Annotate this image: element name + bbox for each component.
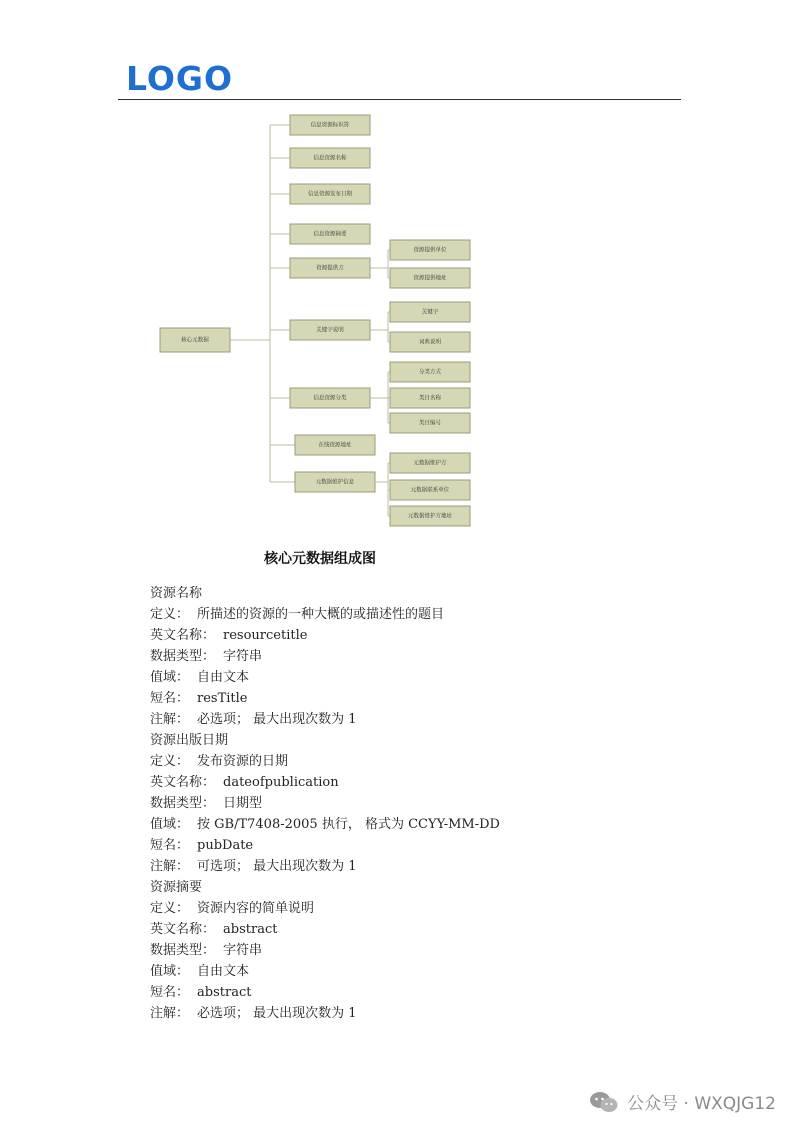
entry-field bbox=[150, 982, 710, 1003]
node-label: 元数据维护信息 bbox=[315, 479, 355, 486]
branch-node bbox=[290, 184, 370, 204]
branch-node bbox=[290, 148, 370, 168]
child-node bbox=[390, 268, 470, 288]
field-label: 定义： bbox=[150, 607, 190, 622]
field-label: 注解： bbox=[150, 712, 190, 727]
field-value: 按 GB/T7408-2005 执行， 格式为 CCYY-MM-DD bbox=[197, 817, 500, 832]
field-value: 必选项； 最大出现次数为 1 bbox=[197, 712, 357, 727]
child-node bbox=[390, 453, 470, 473]
entry-title: 资源出版日期 bbox=[150, 733, 229, 748]
field-value: 资源内容的简单说明 bbox=[197, 901, 315, 916]
entry-field bbox=[150, 856, 710, 877]
field-label: 英文名称： bbox=[150, 775, 216, 790]
branch-node bbox=[295, 435, 375, 455]
field-label: 数据类型： bbox=[150, 943, 216, 958]
logo: LOGO bbox=[126, 59, 234, 98]
node-label: 关键字 bbox=[421, 309, 439, 316]
child-node bbox=[390, 480, 470, 500]
field-value: 可选项； 最大出现次数为 1 bbox=[197, 859, 357, 874]
field-label: 定义： bbox=[150, 754, 190, 769]
entry-field bbox=[150, 772, 710, 793]
field-label: 注解： bbox=[150, 1006, 190, 1021]
entry-title: 资源名称 bbox=[150, 586, 203, 601]
branch-node bbox=[290, 388, 370, 408]
entry-field bbox=[150, 604, 710, 625]
node-label: 元数据联系单位 bbox=[410, 487, 450, 494]
field-value: 日期型 bbox=[223, 796, 263, 811]
branch-node bbox=[295, 472, 375, 492]
entry-field bbox=[150, 646, 710, 667]
field-label: 注解： bbox=[150, 859, 190, 874]
node-label: 信息资源摘要 bbox=[313, 231, 347, 238]
entry-field bbox=[150, 814, 710, 835]
node-label: 关键字说明 bbox=[316, 327, 344, 334]
field-label: 值域： bbox=[150, 670, 190, 685]
field-label: 英文名称： bbox=[150, 922, 216, 937]
entry-field bbox=[150, 919, 710, 940]
field-value: 必选项； 最大出现次数为 1 bbox=[197, 1006, 357, 1021]
node-label: 信息资源名称 bbox=[313, 155, 347, 162]
entry-field bbox=[150, 961, 710, 982]
branch-node bbox=[290, 115, 370, 135]
node-label: 在线资源地址 bbox=[318, 442, 352, 449]
node-label: 核心元数据 bbox=[181, 337, 209, 344]
header-rule bbox=[118, 99, 681, 100]
entry-title: 资源摘要 bbox=[150, 880, 203, 895]
diagram-caption: 核心元数据组成图 bbox=[264, 551, 376, 567]
field-label: 短名： bbox=[150, 985, 190, 1000]
child-node bbox=[390, 362, 470, 382]
field-value: 发布资源的日期 bbox=[197, 754, 289, 769]
entry-field bbox=[150, 1003, 710, 1024]
entry-field bbox=[150, 940, 710, 961]
field-label: 定义： bbox=[150, 901, 190, 916]
child-node bbox=[390, 413, 470, 433]
metadata-diagram bbox=[150, 108, 480, 533]
field-label: 值域： bbox=[150, 964, 190, 979]
field-value: resourcetitle bbox=[223, 628, 308, 643]
field-value: 自由文本 bbox=[197, 964, 250, 979]
field-value: 字符串 bbox=[223, 943, 263, 958]
watermark-text: 公众号 · WXQJG12 bbox=[627, 1094, 776, 1114]
entry-field bbox=[150, 667, 710, 688]
node-label: 元数据维护方 bbox=[413, 460, 447, 467]
field-label: 数据类型： bbox=[150, 796, 216, 811]
field-label: 数据类型： bbox=[150, 649, 216, 664]
entry-field bbox=[150, 709, 710, 730]
branch-node bbox=[290, 320, 370, 340]
node-label: 资源提供地址 bbox=[413, 275, 447, 282]
field-value: dateofpublication bbox=[223, 775, 339, 790]
branch-node bbox=[290, 224, 370, 244]
entry-field bbox=[150, 688, 710, 709]
node-label: 元数据维护方地址 bbox=[407, 513, 453, 520]
node-label: 信息资源发布日期 bbox=[307, 191, 353, 198]
node-label: 信息资源标识符 bbox=[310, 122, 350, 129]
child-node bbox=[390, 332, 470, 352]
node-label: 信息资源分类 bbox=[313, 395, 347, 402]
field-label: 值域： bbox=[150, 817, 190, 832]
entries-list bbox=[150, 583, 710, 1024]
field-value: 自由文本 bbox=[197, 670, 250, 685]
entry-field bbox=[150, 898, 710, 919]
field-label: 英文名称： bbox=[150, 628, 216, 643]
watermark bbox=[589, 1089, 776, 1114]
field-value: pubDate bbox=[197, 838, 254, 853]
child-node bbox=[390, 388, 470, 408]
entry-field bbox=[150, 835, 710, 856]
node-label: 资源提供单位 bbox=[413, 247, 447, 254]
field-label: 短名： bbox=[150, 838, 190, 853]
field-value: resTitle bbox=[197, 691, 248, 706]
entry-field bbox=[150, 625, 710, 646]
diagram-canvas bbox=[150, 108, 480, 533]
wechat-icon bbox=[589, 1091, 619, 1113]
node-label: 词典说明 bbox=[418, 339, 442, 346]
node-label: 分类方式 bbox=[418, 369, 442, 376]
root-node bbox=[160, 328, 230, 352]
field-value: 所描述的资源的一种大概的或描述性的题目 bbox=[197, 607, 445, 622]
child-node bbox=[390, 302, 470, 322]
entry-field bbox=[150, 751, 710, 772]
field-label: 短名： bbox=[150, 691, 190, 706]
child-node bbox=[390, 506, 470, 526]
child-node bbox=[390, 240, 470, 260]
field-value: abstract bbox=[197, 985, 252, 1000]
node-label: 类目编号 bbox=[418, 420, 442, 427]
node-label: 类目名称 bbox=[418, 395, 442, 402]
field-value: 字符串 bbox=[223, 649, 263, 664]
field-value: abstract bbox=[223, 922, 278, 937]
node-label: 资源提供方 bbox=[316, 265, 344, 272]
entry-field bbox=[150, 793, 710, 814]
branch-node bbox=[290, 258, 370, 278]
